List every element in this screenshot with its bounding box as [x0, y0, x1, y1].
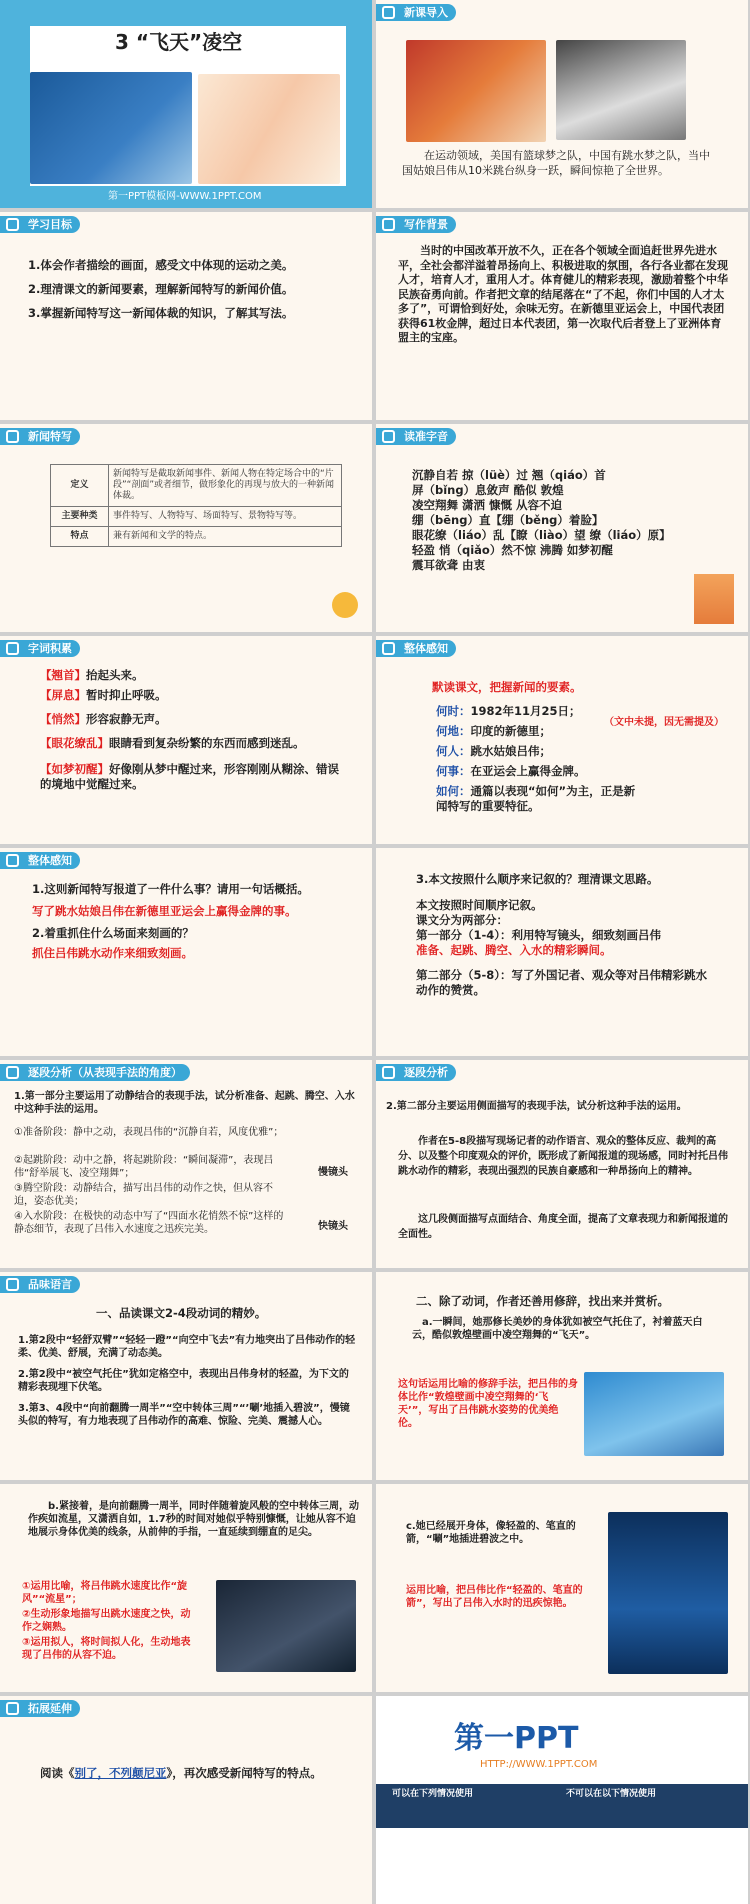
elements-intro: 默读课文，把握新闻的要素。	[432, 680, 582, 694]
vocab-item: 【悄然】形容寂静无声。	[40, 712, 167, 726]
question: 1.这则新闻特写报道了一件什么事？请用一句话概括。	[32, 882, 309, 896]
element-row: 如何：通篇以表现“如何”为主，正是新闻特写的重要特征。	[436, 784, 636, 813]
language-point: 2.第2段中“被空气托住”犹如定格空中，表现出吕伟身材的轻盈，为下文的精彩表现埋下伏笔。	[18, 1369, 349, 1393]
section-tag: 写作背景	[376, 216, 456, 233]
cell-value: 兼有新闻和文学的特点。	[109, 527, 342, 547]
goal-item: 3.掌握新闻特写这一新闻体裁的知识，了解其写法。	[28, 306, 294, 320]
vocab-item: 【屏息】暂时抑止呼吸。	[40, 688, 167, 702]
section-tag: 读准字音	[376, 428, 456, 445]
pron-line: 眼花缭（liáo）乱【瞭（liào）望 缭（liáo）原】	[412, 528, 671, 542]
section-tag: 拓展延伸	[0, 1700, 80, 1717]
slide-language	[0, 1272, 372, 1480]
rhetoric-title: 二、除了动词，作者还善用修辞，找出来并赏析。	[416, 1294, 669, 1308]
slide-rhetoric-b	[0, 1484, 372, 1692]
section-tag: 整体感知	[376, 640, 456, 657]
analysis-intro: 1.第一部分主要运用了动静结合的表现手法，试分析准备、起跳、腾空、入水中这种手法的运用。	[14, 1091, 355, 1115]
slide-rhetoric-a	[376, 1272, 748, 1480]
slide-vocab	[0, 636, 372, 844]
diver-photo	[584, 1372, 724, 1456]
doc-icon	[6, 218, 19, 231]
pencil-icon	[382, 218, 395, 231]
cell-label: 定义	[51, 465, 109, 507]
section-tag: 字词积累	[0, 640, 80, 657]
answer: 抓住吕伟跳水动作来细致刻画。	[32, 946, 193, 960]
question: 2.着重抓住什么场面来刻画的？	[32, 926, 194, 940]
pron-line: 轻盈 悄（qiǎo）然不惊 沸腾 如梦初醒	[412, 543, 613, 557]
section-tag: 逐段分析	[376, 1064, 456, 1081]
vocab-item: 【眼花缭乱】眼睛看到复杂纷繁的东西而感到迷乱。	[40, 736, 305, 750]
analysis-item: ②起跳阶段：动中之静，将起跳阶段：“瞬间凝滞”，表现吕伟“舒举展飞、凌空翔舞”；	[14, 1155, 274, 1179]
element-row: 何人：跳水姑娘吕伟；	[436, 744, 551, 758]
feature-table	[50, 464, 342, 547]
intro-text: 在运动领域，美国有篮球梦之队，中国有跳水梦之队，当中国姑娘吕伟从10米跳台纵身一跃，瞬间惊艳了全世界。	[402, 149, 710, 177]
slide-structure	[376, 848, 748, 1056]
slide-analysis-2	[376, 1060, 748, 1268]
element-row: 何地：印度的新德里；	[436, 724, 551, 738]
goal-item: 1.体会作者描绘的画面，感受文中体现的运动之美。	[28, 258, 294, 272]
pencil-icon	[6, 642, 19, 655]
vocab-item: 【如梦初醒】好像刚从梦中醒过来，形容刚刚从糊涂、错误的境地中觉醒过来。	[40, 762, 339, 791]
background-text: 当时的中国改革开放不久，正在各个领域全面追赶世界先进水平，全社会都洋溢着昂扬向上、积极进取的氛围，各行各业都在发现人才，培育人才，重用人才。体育健儿的精彩表现，激励着整个中华民族奋勇向前。作者把文章的结尾落在“了不起，你们中国的人才太多了”，可谓恰到好处，余味无穷。在新德里亚运会上，中国代表团获得61枚金牌，超过日本代表团，第一次取代后者登上了亚洲体育盟主的宝座。	[398, 244, 728, 344]
rhetoric-example: b.紧接着，是向前翻腾一周半，同时伴随着旋风般的空中转体三周，动作疾如流星，又潇洒自如，1.7秒的时间对她似乎特别慷慨，让她从容不迫地展示身体优美的线条，从前伸的手指，一直延续到绷直的足尖。	[28, 1501, 359, 1538]
pencil-icon	[382, 430, 395, 443]
slide-goals	[0, 212, 372, 420]
language-title: 一、品读课文2-4段动词的精妙。	[96, 1306, 267, 1320]
question: 3.本文按照什么顺序来记叙的？理清课文思路。	[416, 872, 659, 886]
rhetoric-answer: ②生动形象地描写出跳水速度之快，动作之娴熟。	[22, 1609, 191, 1633]
pron-line: 凌空翔舞 潇洒 慷慨 从容不迫	[412, 498, 563, 512]
element-row: 何事：在亚运会上赢得金牌。	[436, 764, 586, 778]
pencil-icon	[382, 6, 395, 19]
usage-heading-forbidden: 不可以在以下情况使用	[566, 1789, 657, 1799]
pron-line: 沉静自若 掠（lüè）过 翘（qiáo）首	[412, 468, 606, 482]
element-note: （文中未提，因无需提及）	[604, 717, 724, 728]
diver-photo	[608, 1512, 728, 1674]
pron-line: 屏（bǐng）息敛声 酷似 敦煌	[412, 483, 564, 497]
section-tag: 新闻特写	[0, 428, 80, 445]
link-icon	[6, 1066, 19, 1079]
slide-extension	[0, 1696, 372, 1904]
slide-feature	[0, 424, 372, 632]
rhetoric-answer: ①运用比喻，将吕伟跳水速度比作“旋风”“流星”；	[22, 1581, 188, 1605]
section-tag: 整体感知	[0, 852, 80, 869]
doc-icon	[6, 1278, 19, 1291]
doc-icon	[6, 1702, 19, 1715]
analysis-para: 作者在5-8段描写现场记者的动作语言、观众的整体反应、裁判的高分、以及整个印度观众的评价，既形成了新闻报道的现场感，同时衬托吕伟跳水动作的精彩，表现出强烈的民族自豪感和一种昂扬向上的精神。	[398, 1136, 728, 1177]
divers-photo	[30, 72, 192, 184]
goal-item: 2.理清课文的新闻要素，理解新闻特写的新闻价值。	[28, 282, 294, 296]
section-tag: 学习目标	[0, 216, 80, 233]
slide-overview	[0, 848, 372, 1056]
slide-intro	[376, 0, 748, 208]
usage-heading-allowed: 可以在下列情况使用	[392, 1789, 474, 1799]
cell-value: 事件特写、人物特写、场面特写、景物特写等。	[109, 507, 342, 527]
cell-value: 新闻特写是截取新闻事件、新闻人物在特定场合中的“片段”“剖面”或者细节，做形象化的再现与放大的一种新闻体裁。	[109, 465, 342, 507]
footer-text: 第一PPT模板网-WWW.1PPT.COM	[108, 191, 262, 202]
article-link[interactable]: 别了，不列颠尼亚	[74, 1766, 167, 1780]
slide-rhetoric-c	[376, 1484, 748, 1692]
fast-label: 快镜头	[318, 1221, 348, 1232]
slide-analysis-1	[0, 1060, 372, 1268]
rhetoric-example: a.一瞬间，她那修长美妙的身体犹如被空气托住了，衬着蓝天白云，酷似敦煌壁画中凌空翔舞的“飞天”。	[412, 1317, 703, 1341]
structure-line: 准备、起跳、腾空、入水的精彩瞬间。	[416, 943, 612, 957]
analysis-item: ④入水阶段：在极快的动态中写了“四面水花悄然不惊”这样的静态细节，表现了吕伟入水速度之迅疾完美。	[14, 1211, 284, 1235]
lightbulb-icon	[332, 592, 358, 618]
analysis-intro: 2.第二部分主要运用侧面描写的表现手法，试分析这种手法的运用。	[386, 1101, 687, 1112]
structure-line: 课文分为两部分：	[416, 913, 508, 927]
cell-label: 主要种类	[51, 507, 109, 527]
slide-credits	[376, 1696, 748, 1904]
logo-url: HTTP://WWW.1PPT.COM	[480, 1759, 598, 1770]
pencil-icon	[382, 1066, 395, 1079]
structure-line: 本文按照时间顺序记叙。	[416, 898, 543, 912]
page-title: 3 “飞天”凌空	[115, 30, 243, 54]
section-tag: 逐段分析（从表现手法的角度）	[0, 1064, 190, 1081]
slow-label: 慢镜头	[318, 1167, 348, 1178]
slide-title	[0, 0, 372, 208]
pencil-icon	[6, 854, 19, 867]
slide-background	[376, 212, 748, 420]
rhetoric-example: c.她已经展开身体，像轻盈的、笔直的箭，“唰”地插进碧波之中。	[406, 1521, 576, 1545]
rhetoric-answer: 运用比喻，把吕伟比作“轻盈的、笔直的箭”，写出了吕伟入水时的迅疾惊艳。	[406, 1585, 583, 1609]
element-row: 何时：1982年11月25日；	[436, 704, 581, 718]
slide-elements	[376, 636, 748, 844]
slide-pronunciation	[376, 424, 748, 632]
vocab-item: 【翘首】抬起头来。	[40, 668, 144, 682]
diver-bw-photo	[556, 40, 686, 140]
structure-line: 第二部分（5-8）：写了外国记者、观众等对吕伟精彩跳水动作的赞赏。	[416, 968, 708, 997]
rhetoric-answer: ③运用拟人，将时间拟人化，生动地表现了吕伟的从容不迫。	[22, 1637, 191, 1661]
team-photo	[406, 40, 546, 142]
cell-label: 特点	[51, 527, 109, 547]
analysis-item: ③腾空阶段：动静结合，描写出吕伟的动作之快，但从容不迫，姿态优美；	[14, 1183, 273, 1207]
analysis-item: ①准备阶段：静中之动，表现吕伟的“沉静自若，风度优雅”；	[14, 1127, 284, 1138]
pencil-icon	[382, 642, 395, 655]
diver-photo	[216, 1580, 356, 1672]
pron-line: 绷（bēng）直【绷（běng）着脸】	[412, 513, 604, 527]
section-tag: 品味语言	[0, 1276, 80, 1293]
language-point: 1.第2段中“轻舒双臂”“轻轻一蹬”“向空中飞去”有力地突出了吕伟动作的轻柔、优美、舒展，充满了动态美。	[18, 1335, 356, 1359]
section-tag: 新课导入	[376, 4, 456, 21]
tree-illustration	[694, 574, 734, 624]
rhetoric-answer: 这句话运用比喻的修辞手法，把吕伟的身体比作“敦煌壁画中凌空翔舞的‘飞天’”，写出了吕伟跳水姿势的优美绝伦。	[398, 1379, 578, 1429]
structure-line: 第一部分（1-4）：利用特写镜头，细致刻画吕伟	[416, 928, 662, 942]
language-point: 3.第3、4段中“向前翻腾一周半”“空中转体三周”“’唰’地插入碧波”，慢镜头似的特写，有力地表现了吕伟动作的高难、惊险、完美、震撼人心。	[18, 1403, 350, 1427]
extension-text: 阅读《别了，不列颠尼亚》，再次感受新闻特写的特点。	[40, 1766, 322, 1780]
analysis-para: 这几段侧面描写点面结合、角度全面，提高了文章表现力和新闻报道的全面性。	[398, 1214, 728, 1240]
doc-icon	[6, 430, 19, 443]
pron-line: 震耳欲聋 由衷	[412, 558, 486, 572]
answer: 写了跳水姑娘吕伟在新德里亚运会上赢得金牌的事。	[32, 904, 297, 918]
logo-text: 第一PPT	[454, 1721, 579, 1756]
flying-apsaras-art	[198, 74, 340, 184]
